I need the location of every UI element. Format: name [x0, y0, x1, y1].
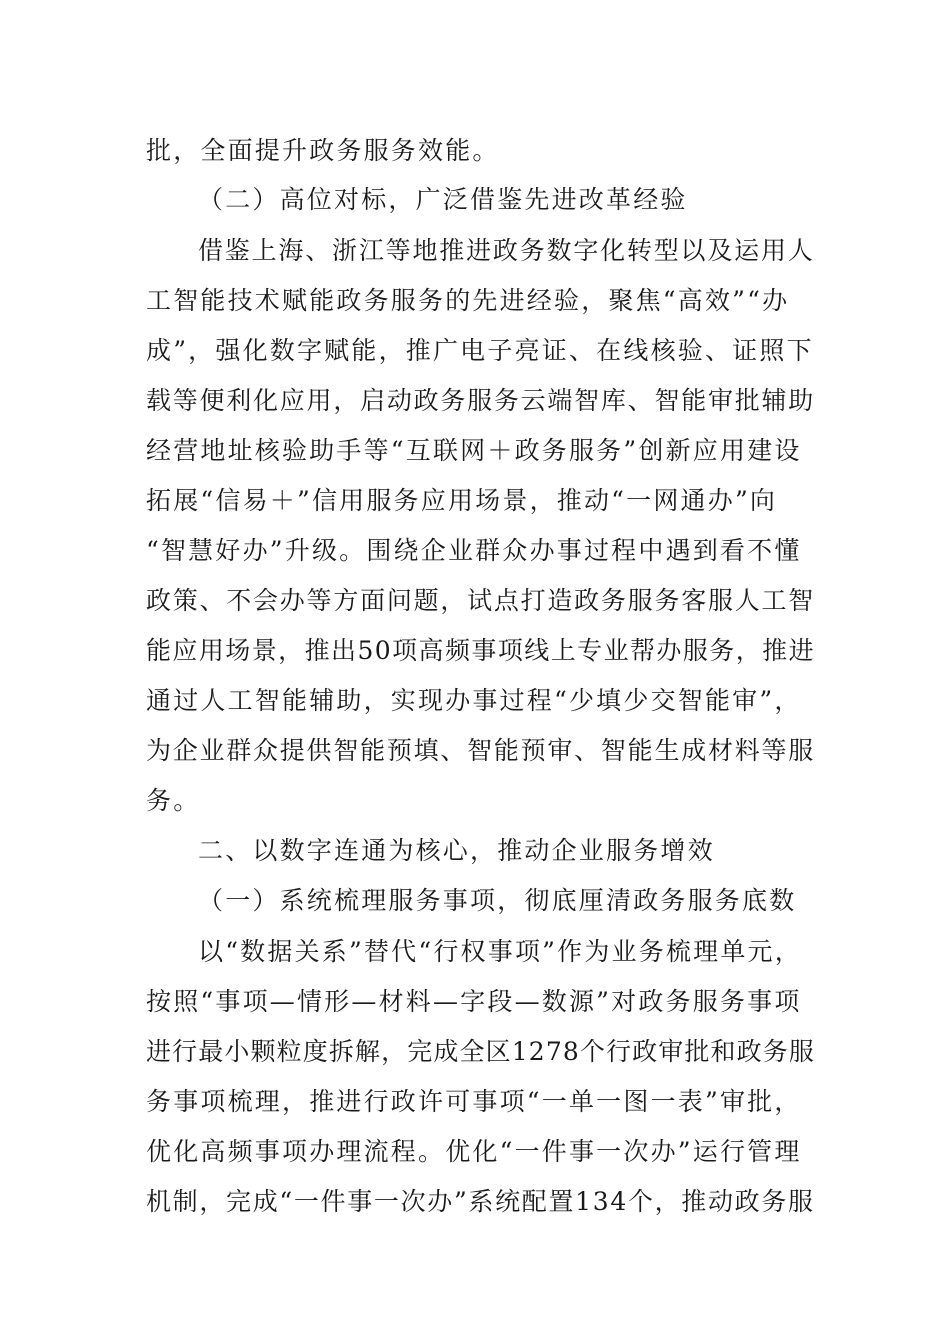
subsection-heading: （一）系统梳理服务事项，彻底厘清政务服务底数: [198, 886, 797, 915]
body-text-line: 政策、不会办等方面问题，试点打造政务服务客服人工智: [146, 586, 816, 615]
body-text-line: 能应用场景，推出50项高频事项线上专业帮办服务，推进: [146, 636, 816, 665]
body-text-line: 载等便利化应用，启动政务服务云端智库、智能审批辅助: [146, 386, 816, 415]
body-text-line: “智慧好办”升级。围绕企业群众办事过程中遇到看不懂: [146, 536, 802, 565]
body-text-line: 务事项梳理，推进行政许可事项“一单一图一表”审批，: [146, 1087, 802, 1116]
body-text-line: 务。: [146, 786, 201, 815]
body-text-line: 为企业群众提供智能预填、智能预审、智能生成材料等服: [146, 736, 816, 765]
body-text-line: 经营地址核验助手等“互联网＋政务服务”创新应用建设: [146, 436, 802, 465]
body-text-line: 拓展“信易＋”信用服务应用场景，推动“一网通办”向: [146, 486, 778, 515]
body-text-line: 成”，强化数字赋能，推广电子亮证、在线核验、证照下: [146, 336, 814, 365]
section-heading: 二、以数字连通为核心，推动企业服务增效: [198, 836, 715, 865]
body-text-line: 以“数据关系”替代“行权事项”作为业务梳理单元，: [198, 937, 802, 966]
body-text-line: 工智能技术赋能政务服务的先进经验，聚焦“高效”“办: [146, 286, 790, 315]
body-text-line: 进行最小颗粒度拆解，完成全区1278个行政审批和政务服: [146, 1037, 816, 1066]
body-text-line: 机制，完成“一件事一次办”系统配置134个，推动政务服: [146, 1187, 815, 1216]
body-text-line: 批，全面提升政务服务效能。: [146, 136, 500, 165]
body-text-line: 按照“事项—情形—材料—字段—数源”对政务服务事项: [146, 987, 802, 1016]
body-text-line: 通过人工智能辅助，实现办事过程“少填少交智能审”，: [146, 686, 802, 715]
subsection-heading: （二）高位对标，广泛借鉴先进改革经验: [198, 185, 688, 214]
body-text-line: 借鉴上海、浙江等地推进政务数字化转型以及运用人: [198, 236, 815, 265]
body-text-line: 优化高频事项办理流程。优化“一件事一次办”运行管理: [146, 1137, 802, 1166]
